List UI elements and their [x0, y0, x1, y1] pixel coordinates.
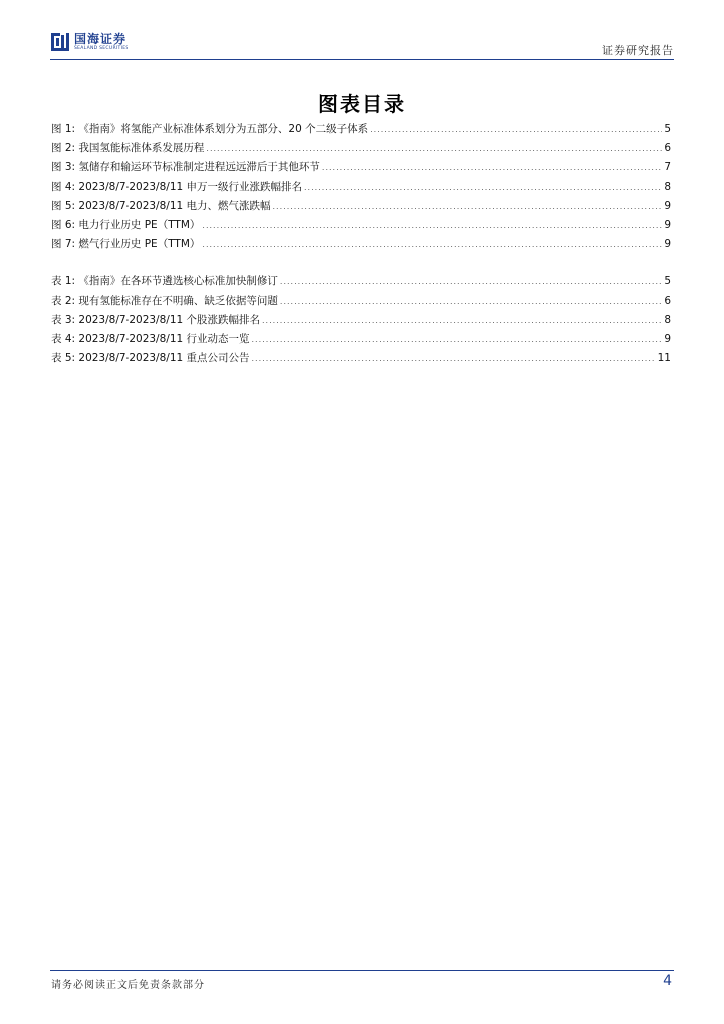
- toc-entry-label: 表 5: 2023/8/7-2023/8/11 重点公司公告: [51, 352, 250, 365]
- toc-leader-dots: [252, 354, 656, 363]
- toc-entry-table-4[interactable]: [51, 331, 671, 350]
- toc-entry-page: 6: [664, 142, 671, 155]
- toc-leader-dots: [206, 144, 662, 153]
- toc-leader-dots: [280, 277, 662, 286]
- toc-entry-page: 6: [664, 294, 671, 307]
- toc-leader-dots: [273, 202, 663, 211]
- toc-entry-figure-2[interactable]: [51, 140, 671, 159]
- table-of-figures: [51, 121, 671, 369]
- report-type-label: 证券研究报告: [602, 44, 674, 57]
- toc-entry-label: 表 2: 现有氢能标准存在不明确、缺乏依据等问题: [51, 294, 278, 307]
- toc-entry-label: 图 5: 2023/8/7-2023/8/11 电力、燃气涨跌幅: [51, 199, 271, 212]
- toc-section-gap: [51, 255, 671, 273]
- toc-entry-label: 图 1: 《指南》将氢能产业标准体系划分为五部分、20 个二级子体系: [51, 123, 369, 135]
- toc-leader-dots: [202, 240, 662, 249]
- toc-leader-dots: [370, 125, 662, 134]
- toc-entry-page: 5: [664, 123, 671, 135]
- toc-leader-dots: [262, 316, 662, 325]
- toc-entry-label: 图 4: 2023/8/7-2023/8/11 申万一级行业涨跌幅排名: [51, 180, 303, 193]
- header-divider: [50, 59, 674, 60]
- toc-entry-figure-3[interactable]: [51, 159, 671, 178]
- logo-english-name: SEALAND SECURITIES: [74, 45, 129, 51]
- toc-leader-dots: [202, 221, 662, 230]
- toc-entry-page: 9: [664, 218, 671, 231]
- toc-leader-dots: [280, 297, 662, 306]
- toc-entry-page: 9: [664, 199, 671, 212]
- toc-entry-label: 图 7: 燃气行业历史 PE（TTM）: [51, 238, 201, 251]
- toc-entry-page: 5: [664, 275, 671, 288]
- toc-entry-page: 8: [664, 313, 671, 326]
- toc-entry-figure-4[interactable]: [51, 179, 671, 198]
- toc-entry-label: 表 4: 2023/8/7-2023/8/11 行业动态一览: [51, 332, 250, 345]
- toc-entry-table-1[interactable]: [51, 273, 671, 292]
- toc-entry-label: 表 1: 《指南》在各环节遴选核心标准加快制修订: [51, 275, 278, 288]
- page-header: [50, 30, 674, 60]
- toc-leader-dots: [304, 183, 662, 192]
- toc-entry-label: 图 6: 电力行业历史 PE（TTM）: [51, 218, 201, 231]
- toc-entry-label: 图 2: 我国氢能标准体系发展历程: [51, 142, 205, 155]
- page-title: 图表目录: [318, 92, 406, 116]
- page-number: 4: [663, 973, 672, 989]
- footer-disclaimer: 请务必阅读正文后免责条款部分: [51, 980, 205, 991]
- toc-entry-page: 7: [664, 161, 671, 174]
- toc-entry-page: 9: [664, 332, 671, 345]
- toc-leader-dots: [252, 335, 663, 344]
- toc-entry-table-5[interactable]: [51, 350, 671, 369]
- sealand-logo-icon: [50, 32, 70, 52]
- footer-divider: [50, 970, 674, 971]
- toc-entry-figure-7[interactable]: [51, 236, 671, 255]
- toc-entry-figure-5[interactable]: [51, 198, 671, 217]
- toc-entry-page: 8: [664, 180, 671, 193]
- logo-chinese-name: 国海证券: [74, 31, 127, 46]
- toc-entry-figure-1[interactable]: [51, 121, 671, 140]
- toc-entry-table-2[interactable]: [51, 293, 671, 312]
- toc-entry-label: 图 3: 氢储存和输运环节标准制定进程远远滞后于其他环节: [51, 161, 320, 174]
- toc-leader-dots: [322, 163, 662, 172]
- toc-entry-page: 11: [657, 352, 671, 365]
- toc-entry-figure-6[interactable]: [51, 217, 671, 236]
- toc-entry-page: 9: [664, 238, 671, 251]
- toc-entry-table-3[interactable]: [51, 312, 671, 331]
- toc-entry-label: 表 3: 2023/8/7-2023/8/11 个股涨跌幅排名: [51, 313, 261, 326]
- sealand-logo: [50, 30, 129, 54]
